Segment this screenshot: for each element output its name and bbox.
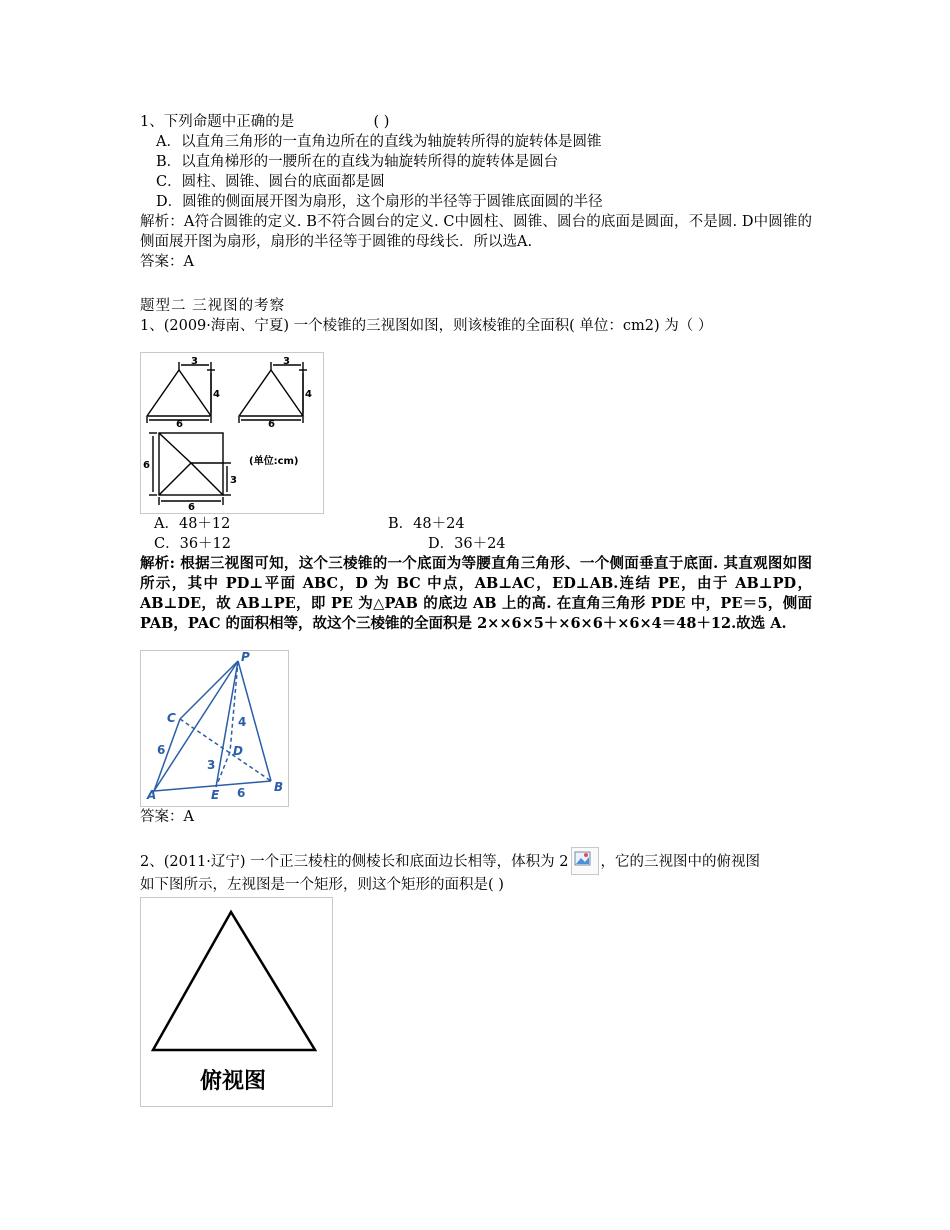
dim-label: 3 (230, 475, 237, 486)
q2-option-b: B．48＋24 (388, 516, 465, 532)
section-title: 题型二 三视图的考察 (140, 298, 286, 314)
edge-length-label: 6 (237, 786, 246, 800)
three-view-figure (140, 352, 324, 514)
vertex-label: B (274, 780, 284, 794)
q2-option-d: D．36＋24 (428, 536, 506, 552)
dim-label: 4 (213, 389, 220, 400)
vertex-label: C (167, 711, 176, 725)
q1-option-a: A．以直角三角形的一直角边所在的直线为轴旋转所得的旋转体是圆锥 (156, 134, 602, 150)
q3-stem-part-a: 2、(2011·辽宁) 一个正三棱柱的侧棱长和底面边长相等，体积为 2 (140, 854, 569, 870)
q1-answer-paren: ( ) (373, 114, 390, 130)
q1-stem (140, 112, 812, 132)
edge-length-label: 3 (207, 758, 216, 772)
edge-length-label: 4 (238, 715, 247, 729)
pyramid-figure (140, 650, 289, 807)
dim-label: 4 (305, 389, 312, 400)
dim-label: 6 (188, 502, 195, 513)
top-view-figure (140, 897, 333, 1107)
three-view-drawing (141, 353, 323, 513)
document-page (140, 112, 812, 1107)
q1-stem-text: 1、下列命题中正确的是 (140, 114, 295, 130)
q1-answer: 答案：A (140, 254, 194, 270)
q2-option-c: C．36＋12 (154, 536, 231, 552)
dim-label: 3 (191, 356, 198, 367)
vertex-label: A (147, 788, 157, 802)
q2-stem: 1、(2009·海南、宁夏) 一个棱锥的三视图如图，则该棱锥的全面积( 单位：cm2) 为（ ） (140, 318, 713, 334)
dim-label: 6 (268, 419, 275, 430)
broken-image-icon (571, 847, 599, 875)
edge-length-label: 6 (157, 743, 166, 757)
vertex-label: D (233, 744, 243, 758)
dim-label: 3 (283, 356, 290, 367)
vertex-label: E (211, 788, 220, 802)
front-view-triangle (147, 370, 211, 416)
top-view-triangle-drawing (141, 898, 332, 1106)
q2-analysis: 解析: 根据三视图可知，这个三棱锥的一个底面为等腰直角三角形、一个侧面垂直于底面. 其直观图如图所示，其中 PD⊥平面 ABC，D 为 BC 中点，AB⊥AC，ED⊥AB.连结 PE，由于 AB⊥PD，AB⊥DE，故 AB⊥PE，即 PE 为△PAB 的底边 AB 上的高. 在直角三角形 PDE 中，PE＝5，侧面 PAB，PAC 的面积相等，故这个三棱锥的全面积是 2××6×5＋×6×6＋×6×4＝48＋12.故选 A. (140, 555, 812, 632)
q2-options (140, 514, 812, 554)
q1-option-d: D．圆锥的侧面展开图为扇形，这个扇形的半径等于圆锥底面圆的半径 (156, 194, 603, 210)
pyramid-drawing (141, 651, 288, 806)
q1-analysis: 解析：A符合圆锥的定义. B不符合圆台的定义. C中圆柱、圆锥、圆台的底面是圆面，不是圆. D中圆锥的侧面展开图为扇形，扇形的半径等于圆锥的母线长．所以选A. (140, 214, 812, 250)
dim-label: 6 (176, 419, 183, 430)
equilateral-triangle (153, 912, 315, 1050)
q2-option-a: A．48＋12 (154, 516, 231, 532)
q2-answer: 答案：A (140, 809, 194, 825)
q3-stem (140, 847, 812, 895)
unit-label: (单位:cm) (249, 456, 299, 467)
q1-option-b: B．以直角梯形的一腰所在的直线为轴旋转所得的旋转体是圆台 (156, 154, 559, 170)
q3-stem-part-b: ，它的三视图中的俯视图 (600, 854, 760, 870)
vertex-label: P (241, 651, 250, 664)
dim-label: 6 (143, 460, 150, 471)
side-view-triangle (239, 370, 303, 416)
q3-stem-part-c: 如下图所示，左视图是一个矩形，则这个矩形的面积是( ) (140, 877, 504, 893)
q1-option-c: C．圆柱、圆锥、圆台的底面都是圆 (156, 174, 385, 190)
figure-caption: 俯视图 (199, 1069, 267, 1094)
